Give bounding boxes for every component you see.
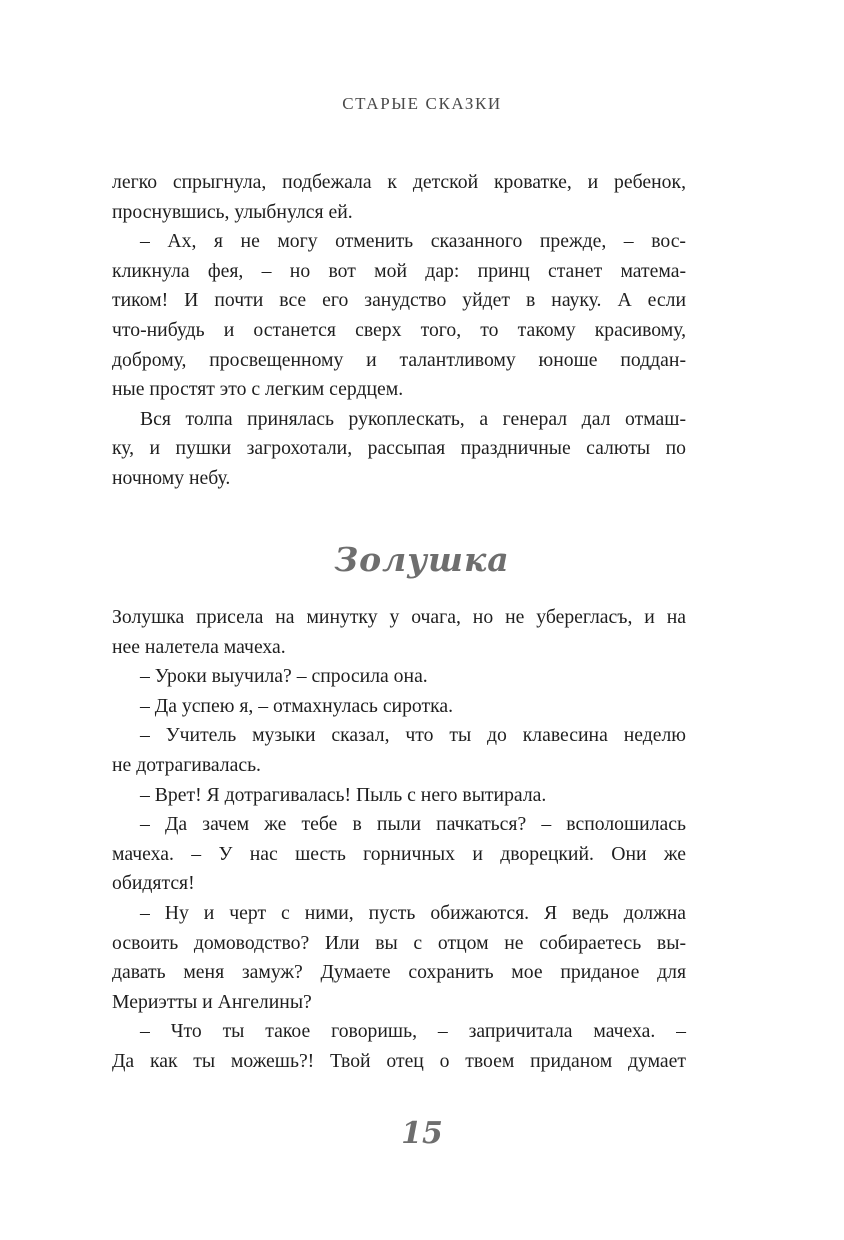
paragraph-line: ночному небу. xyxy=(112,466,231,489)
paragraph-line: обидятся! xyxy=(112,872,195,895)
paragraph-line: Золушка присела на минутку у очага, но не уберегласъ, и на xyxy=(112,606,686,628)
paragraph-line: Вся толпа принялась рукоплескать, а генерал дал отмаш- xyxy=(140,407,686,430)
paragraph-line: давать меня замуж? Думаете сохранить мое приданое для xyxy=(112,961,686,984)
paragraph-line: – Ну и черт с ними, пусть обижаются. Я ведь должна xyxy=(140,901,686,924)
paragraph-line: легко спрыгнула, подбежала к детской кроватке, и ребенок, xyxy=(112,171,686,193)
page-number: 15 xyxy=(401,1116,443,1151)
paragraph-line: – Врет! Я дотрагивалась! Пыль с него вытирала. xyxy=(140,783,547,806)
paragraph-line: – Да успею я, – отмахнулась сиротка. xyxy=(140,694,454,717)
paragraph-line: – Ах, я не могу отменить сказанного прежде, – вос- xyxy=(140,230,686,253)
paragraph-line: доброму, просвещенному и талантливому юноше поддан- xyxy=(112,348,686,371)
paragraph-line: мачеха. – У нас шесть горничных и дворецкий. Они же xyxy=(112,842,686,865)
text-block-previous-story xyxy=(112,168,686,494)
paragraph-line: Да как ты можешь?! Твой отец о твоем приданом думает xyxy=(112,1049,686,1072)
paragraph-line: кликнула фея, – но вот мой дар: принц станет матема- xyxy=(112,259,686,282)
paragraph-line: – Да зачем же тебе в пыли пачкаться? – всполошилась xyxy=(140,813,686,836)
paragraph-line: не дотрагивалась. xyxy=(112,753,261,776)
paragraph-line: – Что ты такое говоришь, – запричитала мачеха. – xyxy=(140,1020,686,1043)
chapter-title: Золушка xyxy=(334,540,510,579)
text-block-chapter xyxy=(112,603,686,1077)
paragraph-line: – Уроки выучила? – спросила она. xyxy=(140,665,428,688)
paragraph-line: Мериэтты и Ангелины? xyxy=(112,990,312,1013)
paragraph-line: ные простят это с легким сердцем. xyxy=(112,378,404,401)
paragraph-line: освоить домоводство? Или вы с отцом не собираетесь вы- xyxy=(112,931,686,954)
paragraph-line: тиком! И почти все его занудство уйдет в науку. А если xyxy=(112,289,686,312)
paragraph-line: нее налетела мачеха. xyxy=(112,635,286,658)
paragraph-line: ку, и пушки загрохотали, рассыпая праздничные салюты по xyxy=(112,437,686,460)
paragraph-line: проснувшись, улыбнулся ей. xyxy=(112,200,353,223)
running-header: СТАРЫЕ СКАЗКИ xyxy=(342,94,502,113)
paragraph-line: что-нибудь и останется сверх того, то такому красивому, xyxy=(112,318,686,341)
paragraph-line: – Учитель музыки сказал, что ты до клавесина неделю xyxy=(140,724,686,747)
